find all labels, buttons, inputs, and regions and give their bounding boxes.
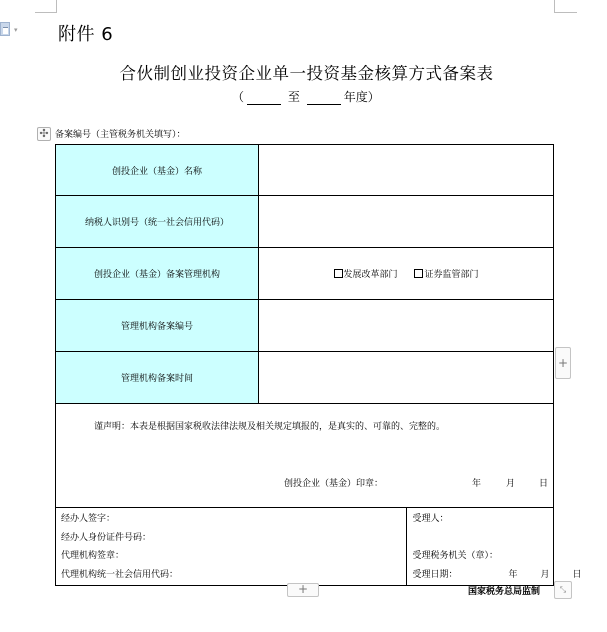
filing-form-table	[55, 144, 582, 586]
table-row	[56, 196, 554, 248]
table-row	[56, 248, 554, 300]
empty-line	[413, 530, 554, 549]
checkbox-icon[interactable]	[334, 269, 343, 278]
period-line	[232, 88, 380, 105]
paste-options-dropdown-icon[interactable]: ▾	[14, 26, 18, 34]
paste-options-icon[interactable]	[0, 22, 10, 36]
option-label: 发展改革部门	[343, 270, 398, 280]
table-row	[56, 300, 554, 352]
filing-authority-options	[259, 248, 554, 300]
agency-credit-code-label: 代理机构统一社会信用代码：	[61, 569, 179, 580]
period-to: 至	[287, 90, 300, 104]
handler-signature-label: 经办人签字：	[61, 514, 116, 524]
agency-seal-label: 代理机构签章：	[61, 551, 125, 561]
enterprise-seal-line	[284, 476, 549, 489]
acceptance-day-label: 日	[572, 569, 582, 580]
signature-row	[56, 508, 554, 586]
checkbox-icon[interactable]	[414, 269, 423, 278]
attachment-label: 附件 6	[58, 24, 114, 45]
option-label: 证券监管部门	[424, 270, 479, 280]
form-title: 合伙制创业投资企业单一投资基金核算方式备案表	[119, 64, 494, 83]
table-row	[56, 145, 554, 196]
start-year-blank[interactable]	[247, 92, 281, 105]
table-row	[56, 352, 554, 404]
acceptor-label: 受理人：	[412, 514, 449, 524]
acceptance-info-cell[interactable]	[406, 508, 582, 586]
registration-number-field[interactable]	[259, 300, 554, 352]
row-label-registration-date: 管理机构备案时间	[56, 352, 259, 404]
end-year-blank[interactable]	[307, 92, 341, 105]
crop-mark-top-left	[35, 0, 57, 13]
issuer-label: 国家税务总局监制	[468, 587, 541, 597]
table-resize-handle-icon[interactable]: ⤡	[554, 581, 572, 599]
declaration-cell[interactable]	[56, 404, 554, 508]
registration-date-field[interactable]	[259, 352, 554, 404]
seal-year-label: 年	[472, 479, 482, 489]
add-column-button[interactable]: +	[555, 347, 571, 379]
seal-month-label: 月	[506, 479, 516, 489]
handler-id-number-label: 经办人身份证件号码：	[61, 532, 152, 543]
option-development-reform[interactable]	[334, 270, 398, 280]
table-move-handle-icon[interactable]: ✣	[37, 127, 51, 141]
add-row-button[interactable]: +	[287, 583, 319, 597]
enterprise-name-field[interactable]	[259, 145, 554, 196]
period-year-suffix: 年度）	[343, 90, 380, 104]
acceptance-year-label: 年	[508, 569, 518, 580]
row-label-taxpayer-id: 纳税人识别号（统一社会信用代码）	[56, 196, 259, 248]
row-label-enterprise-name: 创投企业（基金）名称	[56, 145, 259, 196]
declaration-text: 谨声明：本表是根据国家税收法律法规及相关规定填报的，是真实的、可靠的、完整的。	[94, 422, 446, 432]
acceptance-month-label: 月	[540, 569, 550, 580]
acceptance-date-line	[412, 567, 582, 586]
record-number-label: 备案编号（主管税务机关填写）：	[55, 130, 186, 140]
declaration-row	[56, 404, 554, 508]
option-securities-regulator[interactable]	[414, 270, 478, 280]
crop-mark-top-right	[554, 0, 577, 13]
agent-info-cell[interactable]	[56, 508, 407, 586]
row-label-filing-authority: 创投企业（基金）备案管理机构	[56, 248, 259, 300]
row-label-registration-number: 管理机构备案编号	[56, 300, 259, 352]
seal-day-label: 日	[539, 479, 549, 489]
tax-authority-seal-label: 受理税务机关（章）：	[412, 551, 499, 561]
acceptance-date-label: 受理日期：	[412, 569, 458, 580]
enterprise-seal-label: 创投企业（基金）印章：	[284, 479, 384, 489]
taxpayer-id-field[interactable]	[259, 196, 554, 248]
period-open-paren: （	[232, 90, 245, 104]
